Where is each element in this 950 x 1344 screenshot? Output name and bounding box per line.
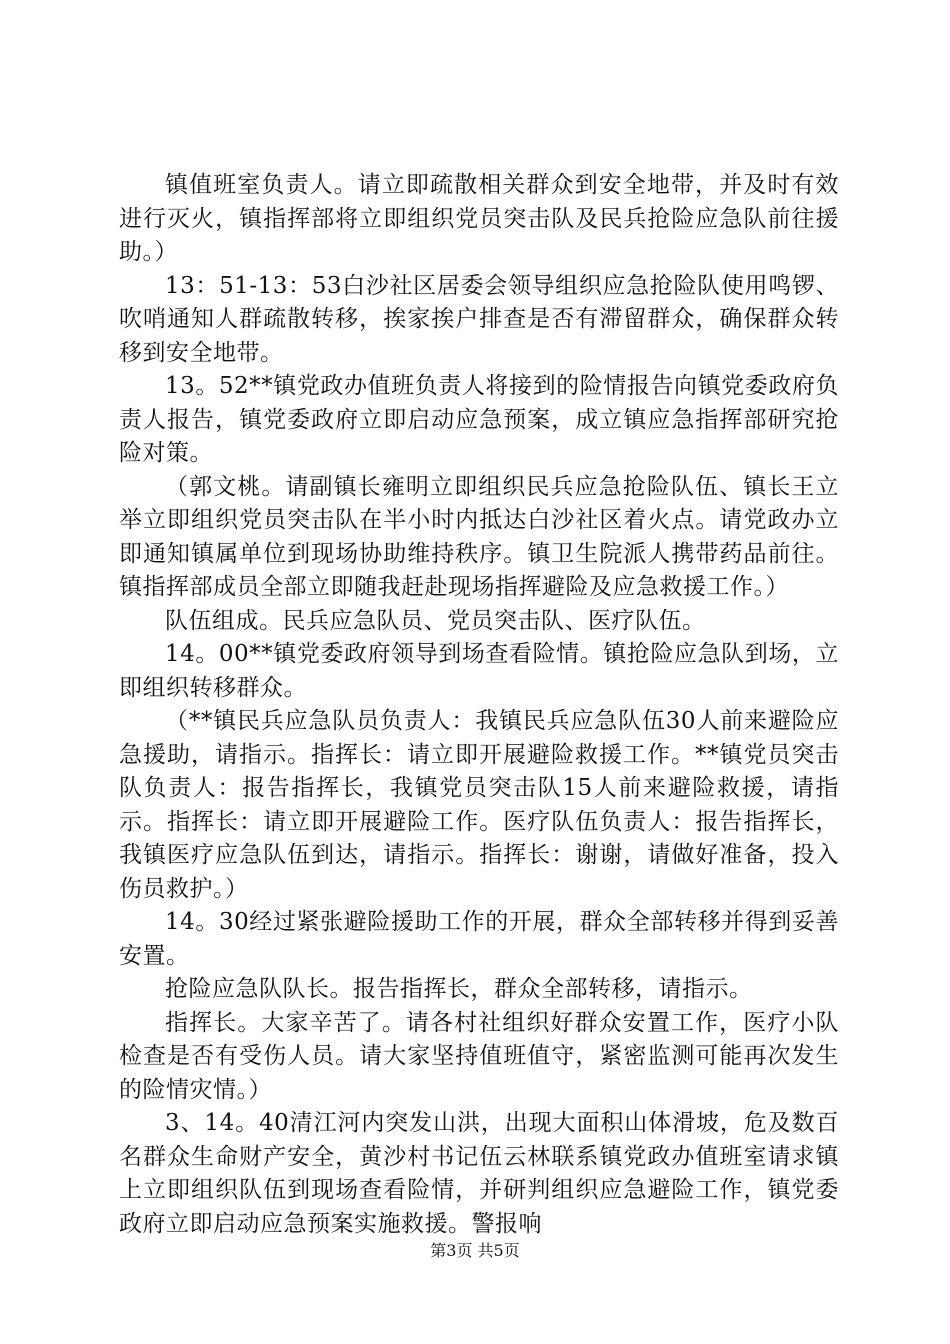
paragraph-1: 镇值班室负责人。请立即疏散相关群众到安全地带，并及时有效进行灭火，镇指挥部将立即组织党员突击队及民兵抢险应急队前往援助。） xyxy=(119,172,839,265)
document-body xyxy=(119,169,839,1241)
paragraph-5: 队伍组成。民兵应急队员、党员突击队、医疗队伍。 xyxy=(165,607,706,634)
paragraph-9: 抢险应急队队长。报告指挥长，群众全部转移，请指示。 xyxy=(165,976,753,1002)
paragraph-3: 13。52**镇党政办值班负责人将接到的险情报告向镇党委政府负责人报告，镇党委政府立即启动应急预案，成立镇应急指挥部研究抢险对策。 xyxy=(119,373,839,466)
paragraph-4: （郭文桃。请副镇长雍明立即组织民兵应急抢险队伍、镇长王立举立即组织党员突击队在半小时内抵达白沙社区着火点。请党政办立即通知镇属单位到现场协助维持秩序。镇卫生院派人携带药品前往。镇指挥部成员全部立即随我赶赴现场指挥避险及应急救援工作。） xyxy=(119,473,839,600)
page-number-footer: 第3页 共5页 xyxy=(430,1241,520,1260)
paragraph-10: 指挥长。大家辛苦了。请各村社组织好群众安置工作，医疗小队检查是否有受伤人员。请大家坚持值班值守，紧密监测可能再次发生的险情灾情。） xyxy=(119,1009,839,1103)
paragraph-2: 13：51-13：53白沙社区居委会领导组织应急抢险队使用鸣锣、吹哨通知人群疏散转移，挨家挨户排查是否有滞留群众，确保群众转移到安全地带。 xyxy=(119,272,839,366)
paragraph-6: 14。00**镇党委政府领导到场查看险情。镇抢险应急队到场，立即组织转移群众。 xyxy=(119,641,839,701)
paragraph-11: 3、14。40清江河内突发山洪，出现大面积山体滑坡，危及数百名群众生命财产安全，黄沙村书记伍云林联系镇党政办值班室请求镇上立即组织队伍到现场查看险情，并研判组织应急避险工作，镇党委政府立即启动应急预案实施救援。警报响 xyxy=(119,1110,839,1237)
paragraph-7: （**镇民兵应急队员负责人：我镇民兵应急队伍30人前来避险应急援助，请指示。指挥长：请立即开展避险救援工作。**镇党员突击队负责人：报告指挥长，我镇党员突击队15人前来避险救援，请指示。指挥长：请立即开展避险工作。医疗队伍负责人：报告指挥长，我镇医疗应急队伍到达，请指示。指挥长：谢谢，请做好准备，投入伤员救护。） xyxy=(119,708,839,902)
paragraph-8: 14。30经过紧张避险援助工作的开展，群众全部转移并得到妥善安置。 xyxy=(119,909,839,969)
